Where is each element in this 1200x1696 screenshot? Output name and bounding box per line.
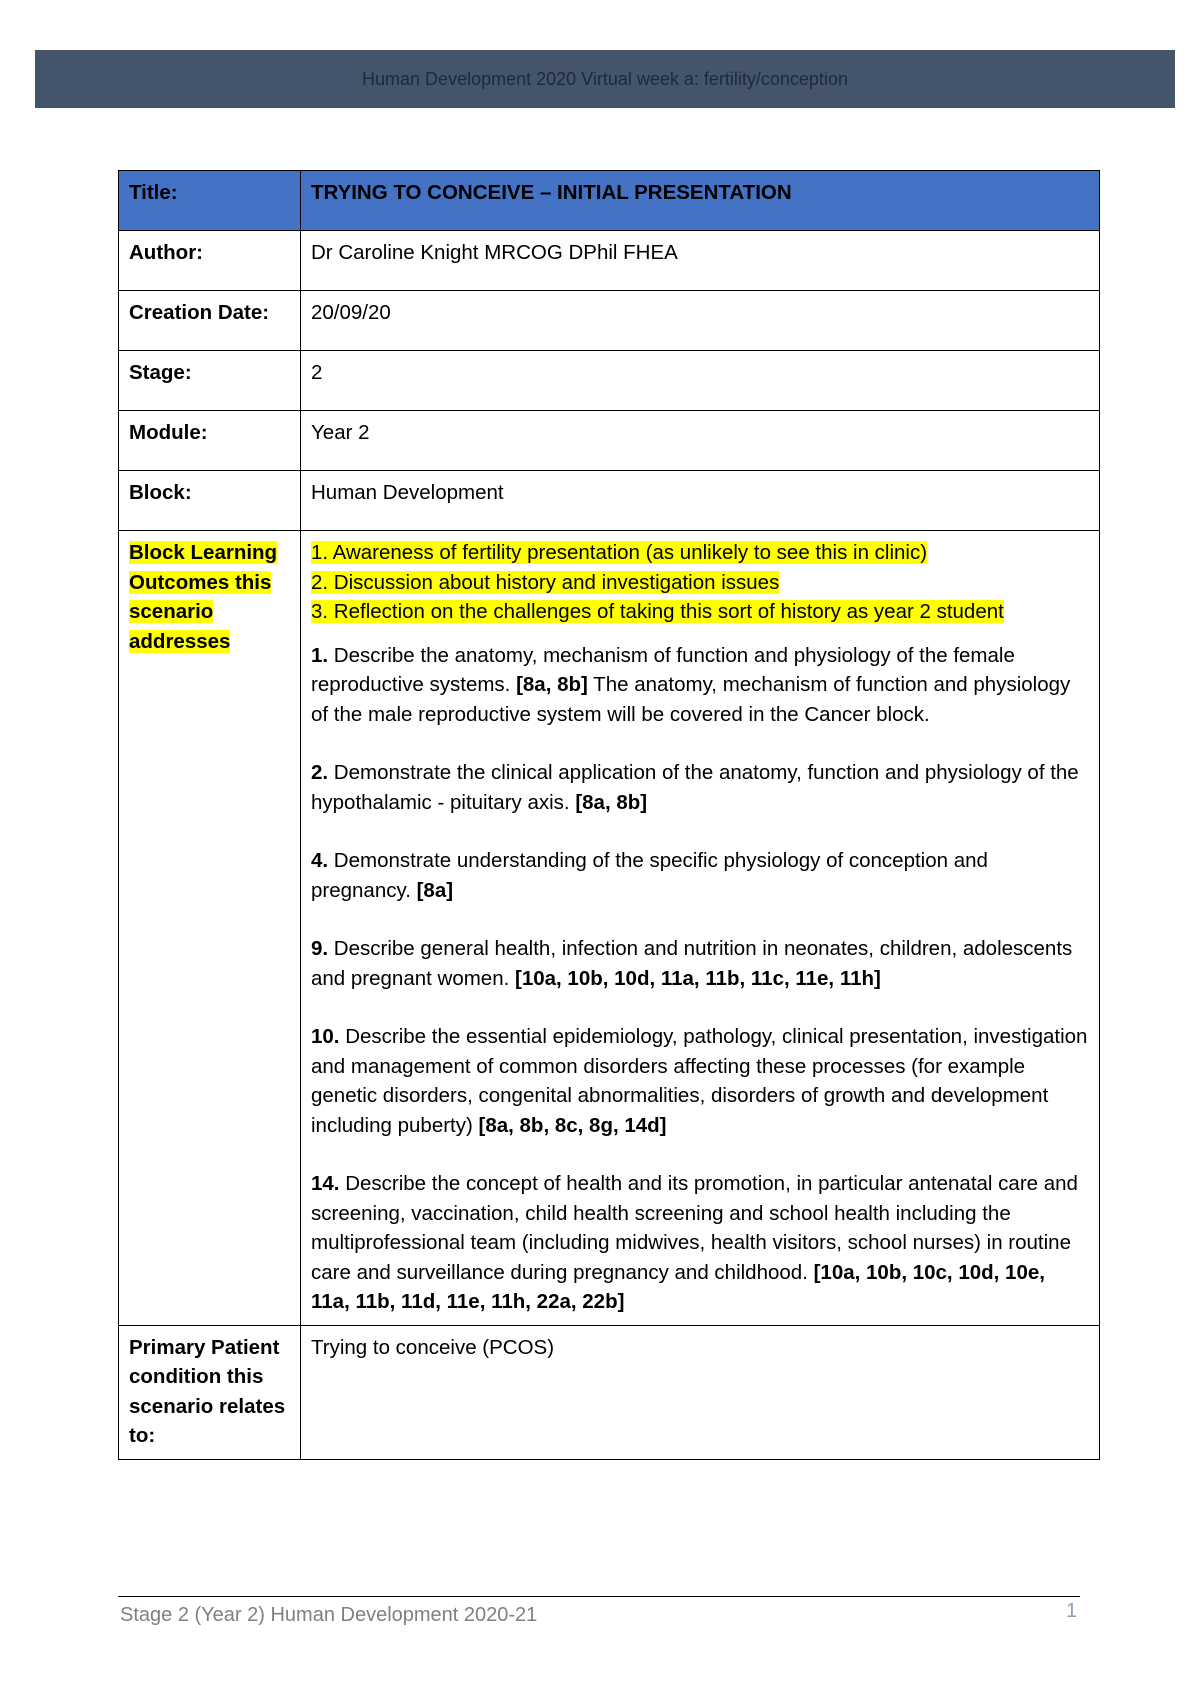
footer-divider — [118, 1596, 1080, 1597]
outcomes-content — [301, 531, 1100, 1326]
primary-condition-label: Primary Patient condition this scenario relates to: — [119, 1325, 301, 1459]
primary-condition-value: Trying to conceive (PCOS) — [301, 1325, 1100, 1459]
block-value: Human Development — [301, 471, 1100, 531]
footer-text: Stage 2 (Year 2) Human Development 2020-21 — [120, 1604, 538, 1626]
title-label: Title: — [119, 171, 301, 231]
outcomes-row — [119, 531, 1100, 1326]
title-row — [119, 171, 1100, 231]
author-label: Author: — [119, 231, 301, 291]
page-header-bar — [35, 50, 1175, 108]
creation-date-label: Creation Date: — [119, 291, 301, 351]
outcomes-label-cell — [119, 531, 301, 1326]
outcomes-label: Block Learning Outcomes this scenario addresses — [129, 541, 278, 653]
module-row — [119, 411, 1100, 471]
page-number: 1 — [1066, 1600, 1078, 1622]
block-label: Block: — [119, 471, 301, 531]
creation-date-value: 20/09/20 — [301, 291, 1100, 351]
stage-value: 2 — [301, 351, 1100, 411]
primary-condition-row — [119, 1325, 1100, 1459]
scenario-table — [118, 170, 1100, 1460]
objective-item: 2. Demonstrate the clinical application of the anatomy, function and physiology of the hypothalamic - pituitary axis. [8a, 8b] — [311, 761, 1079, 814]
stage-label: Stage: — [119, 351, 301, 411]
author-value: Dr Caroline Knight MRCOG DPhil FHEA — [301, 231, 1100, 291]
module-value: Year 2 — [301, 411, 1100, 471]
objective-item: 4. Demonstrate understanding of the specific physiology of conception and pregnancy. [8a] — [311, 849, 988, 902]
page-header-text: Human Development 2020 Virtual week a: fertility/conception — [362, 68, 848, 89]
block-row — [119, 471, 1100, 531]
objective-item: 9. Describe general health, infection and nutrition in neonates, children, adolescents and pregnant women. [10a, 10b, 10d, 11a, 11b, 11c, 11e, 11h] — [311, 937, 1073, 990]
objective-item: 1. Describe the anatomy, mechanism of function and physiology of the female reproductive systems. [8a, 8b] The anatomy, mechanism of function and physiology of the male reproductive system will be covered in the Cancer block. — [311, 643, 1071, 726]
objective-item: 10. Describe the essential epidemiology, pathology, clinical presentation, investigation and management of common disorders affecting these processes (for example genetic disorders, congenital abnormalities, disorders of growth and development including puberty) [8a, 8b, 8c, 8g, 14d] — [311, 1025, 1088, 1137]
aim-item: 1. Awareness of fertility presentation (as unlikely to see this in clinic) — [311, 541, 928, 564]
aim-item: 2. Discussion about history and investigation issues — [311, 570, 780, 594]
title-value: TRYING TO CONCEIVE – INITIAL PRESENTATION — [301, 171, 1100, 231]
creation-date-row — [119, 291, 1100, 351]
objectives-list — [311, 641, 1089, 1317]
module-label: Module: — [119, 411, 301, 471]
highlighted-aims — [311, 538, 1089, 627]
aim-item: 3. Reflection on the challenges of taking this sort of history as year 2 student — [311, 600, 1004, 623]
stage-row — [119, 351, 1100, 411]
objective-item: 14. Describe the concept of health and its promotion, in particular antenatal care and screening, vaccination, child health screening and school health including the multiprofessional team (including midwives, health visitors, school nurses) in routine care and surveillance during pregnancy and childhood. [10a, 10b, 10c, 10d, 10e, 11a, 11b, 11d, 11e, 11h, 22a, 22b] — [311, 1172, 1078, 1313]
author-row — [119, 231, 1100, 291]
